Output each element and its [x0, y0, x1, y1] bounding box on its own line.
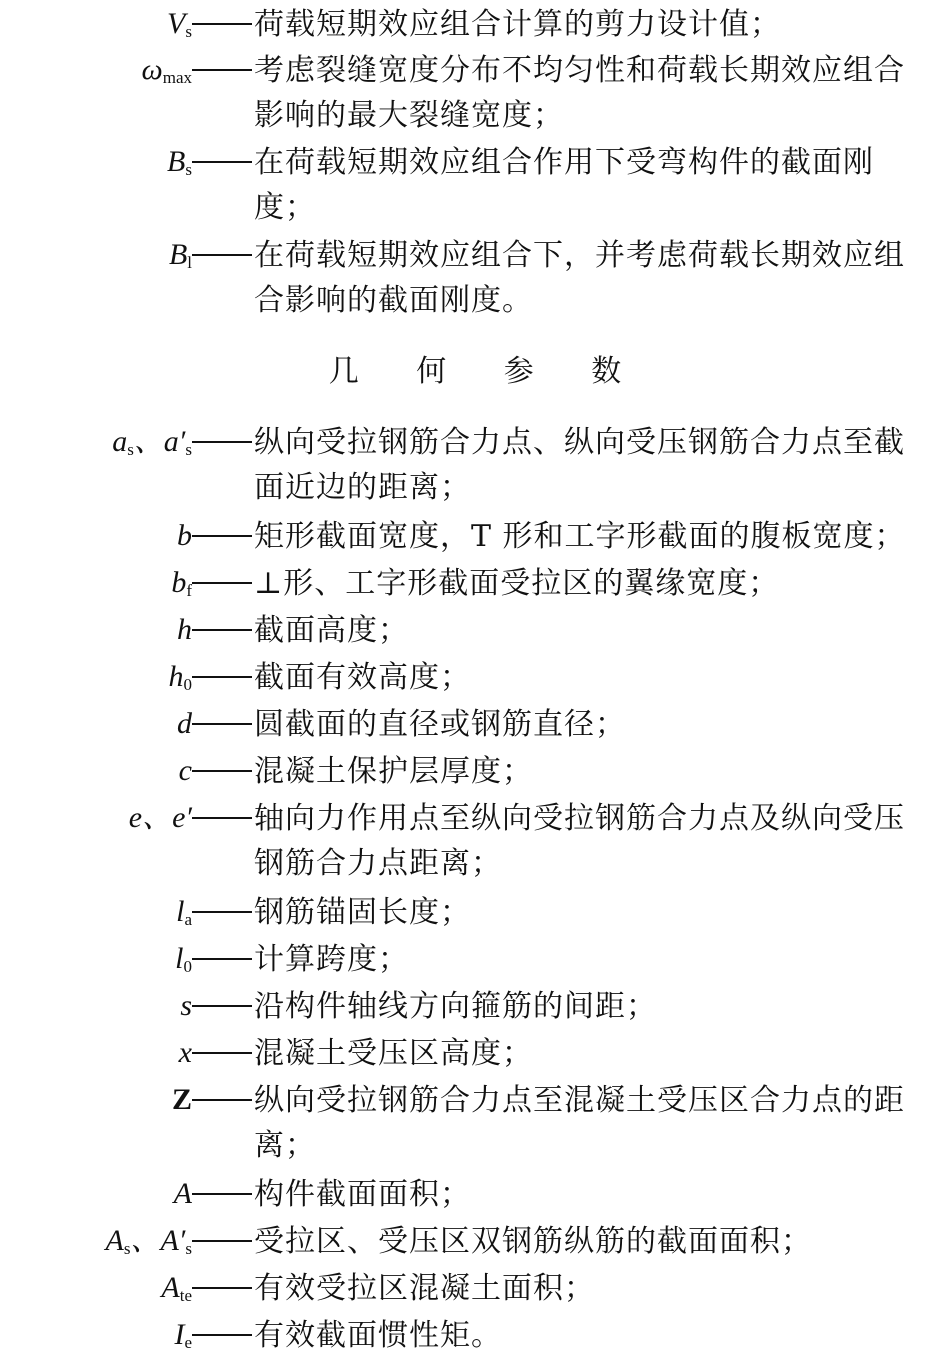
dash	[192, 629, 252, 631]
dash	[192, 911, 252, 913]
definition-text: 纵向受拉钢筋合力点、纵向受压钢筋合力点至截面近边的距离；	[254, 425, 905, 505]
symbol: e、e′	[128, 801, 192, 834]
definition-entry	[0, 1266, 950, 1314]
symbol: $A_s$、$A'_s$	[105, 1224, 192, 1258]
dash	[192, 1005, 252, 1007]
definition-entry	[0, 1313, 950, 1361]
dash	[192, 770, 252, 772]
dash	[192, 1240, 252, 1242]
definition-text: 矩形截面宽度，T 形和工字形截面的腹板宽度；	[254, 519, 906, 554]
definition-entry	[0, 608, 950, 656]
definition-entry	[0, 1219, 950, 1267]
symbol: $b_f$	[171, 566, 192, 600]
definition-entry	[0, 420, 950, 505]
dash	[192, 723, 252, 725]
definition-entry	[0, 233, 950, 318]
definition-entry	[0, 1078, 950, 1163]
definition-entry	[0, 561, 950, 609]
definition-text: 在荷载短期效应组合下，并考虑荷载长期效应组合影响的截面刚度。	[254, 238, 905, 318]
symbol: Z	[171, 1083, 192, 1116]
symbol: h	[177, 613, 192, 646]
symbol: $a_s$、$a'_s$	[112, 425, 192, 459]
symbol: $I_e$	[174, 1318, 192, 1352]
dash	[192, 1193, 252, 1195]
symbol: $A_{te}$	[161, 1271, 192, 1305]
definition-text: 有效截面惯性矩。	[254, 1318, 502, 1353]
symbol: $B_s$	[167, 145, 192, 179]
definition-text: 有效受拉区混凝土面积；	[254, 1271, 595, 1306]
definition-text: 在荷载短期效应组合作用下受弯构件的截面刚度；	[254, 145, 874, 225]
dash	[192, 676, 252, 678]
definition-entry	[0, 655, 950, 703]
symbol: b	[177, 519, 192, 552]
definition-text: 构件截面面积；	[254, 1177, 471, 1212]
definition-text: 钢筋锚固长度；	[254, 895, 471, 930]
definition-text: 截面有效高度；	[254, 660, 471, 695]
definition-entry	[0, 48, 950, 133]
dash	[192, 535, 252, 537]
symbol: c	[178, 754, 192, 787]
symbol: $l_0$	[175, 942, 192, 976]
definition-entry	[0, 702, 950, 750]
dash	[192, 817, 252, 819]
symbol: $V_s$	[167, 7, 192, 41]
definition-text: 混凝土受压区高度；	[254, 1036, 533, 1071]
definition-entry	[0, 514, 950, 562]
symbol: $l_a$	[176, 895, 192, 929]
section-title: 几 何 参 数	[328, 354, 646, 389]
definition-text: 纵向受拉钢筋合力点至混凝土受压区合力点的距离；	[254, 1083, 905, 1163]
dash	[192, 1287, 252, 1289]
dash	[192, 582, 252, 584]
definition-text: 混凝土保护层厚度；	[254, 754, 533, 789]
definition-entry	[0, 796, 950, 881]
definition-entry	[0, 1172, 950, 1220]
symbol: d	[177, 707, 192, 740]
definition-text: 荷载短期效应组合计算的剪力设计值；	[254, 7, 781, 42]
definition-text: ⊥形、工字形截面受拉区的翼缘宽度；	[254, 566, 780, 601]
definition-entry	[0, 2, 950, 50]
dash	[192, 69, 252, 71]
dash	[192, 254, 252, 256]
definition-text: 计算跨度；	[254, 942, 409, 977]
symbol: s	[180, 989, 192, 1022]
dash	[192, 1334, 252, 1336]
definition-text: 轴向力作用点至纵向受拉钢筋合力点及纵向受压钢筋合力点距离；	[254, 801, 905, 881]
symbol: A	[173, 1177, 192, 1210]
definition-entry	[0, 1031, 950, 1079]
dash	[192, 1052, 252, 1054]
definition-entry	[0, 984, 950, 1032]
dash	[192, 23, 252, 25]
symbol: $B_l$	[168, 238, 192, 272]
definition-text: 圆截面的直径或钢筋直径；	[254, 707, 626, 742]
definition-text: 受拉区、受压区双钢筋纵筋的截面面积；	[254, 1224, 812, 1259]
dash	[192, 958, 252, 960]
definition-text: 截面高度；	[254, 613, 409, 648]
symbol: $\omega_{max}$	[141, 53, 192, 87]
definition-text: 考虑裂缝宽度分布不均匀性和荷载长期效应组合影响的最大裂缝宽度；	[254, 53, 905, 133]
dash	[192, 161, 252, 163]
definition-entry	[0, 890, 950, 938]
definition-entry	[0, 749, 950, 797]
definition-entry	[0, 140, 950, 225]
definition-entry	[0, 937, 950, 985]
dash	[192, 441, 252, 443]
definition-text: 沿构件轴线方向箍筋的间距；	[254, 989, 657, 1024]
symbol: $h_0$	[168, 660, 192, 694]
dash	[192, 1099, 252, 1101]
symbol: x	[178, 1036, 192, 1069]
